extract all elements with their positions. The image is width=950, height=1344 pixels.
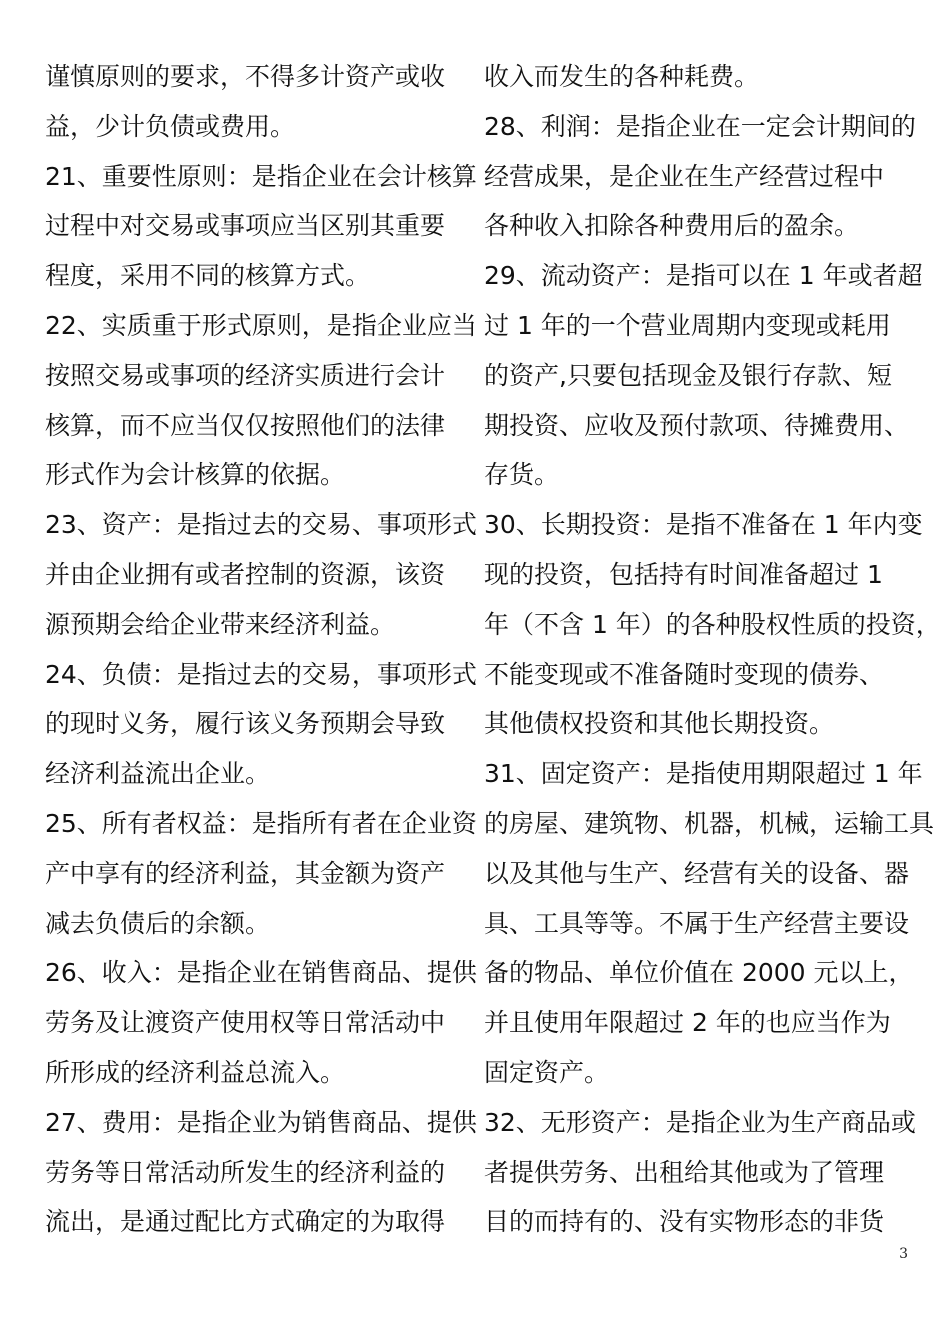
- text-line: 22、实质重于形式原则，是指企业应当: [45, 310, 477, 340]
- text-line: 29、流动资产：是指可以在 1 年或者超: [484, 261, 923, 291]
- text-line: 具、工具等等。不属于生产经营主要设: [484, 908, 910, 938]
- text-line: 劳务及让渡资产使用权等日常活动中: [45, 1008, 446, 1038]
- text-line: 26、收入：是指企业在销售商品、提供: [45, 958, 477, 988]
- page-number: 3: [899, 1246, 908, 1262]
- text-line: 目的而持有的、没有实物形态的非货: [484, 1207, 885, 1237]
- text-line: 并由企业拥有或者控制的资源，该资: [45, 559, 446, 589]
- text-line: 现的投资，包括持有时间准备超过 1: [484, 559, 883, 589]
- text-line: 的房屋、建筑物、机器，机械，运输工具: [484, 808, 935, 838]
- text-line: 过程中对交易或事项应当区别其重要: [45, 211, 446, 241]
- text-line: 30、长期投资：是指不准备在 1 年内变: [484, 510, 923, 540]
- text-line: 收入而发生的各种耗费。: [484, 62, 760, 91]
- text-line: 固定资产。: [484, 1057, 610, 1087]
- text-line: 核算，而不应当仅仅按照他们的法律: [45, 410, 446, 440]
- text-line: 的现时义务，履行该义务预期会导致: [45, 709, 446, 739]
- text-line: 源预期会给企业带来经济利益。: [45, 609, 396, 639]
- left-text-column: [45, 52, 477, 1247]
- text-line: 并且使用年限超过 2 年的也应当作为: [484, 1008, 891, 1038]
- text-line: 32、无形资产：是指企业为生产商品或: [484, 1107, 916, 1137]
- text-line: 25、所有者权益：是指所有者在企业资: [45, 808, 477, 838]
- text-line: 27、费用：是指企业为销售商品、提供: [45, 1107, 477, 1137]
- text-line: 劳务等日常活动所发生的经济利益的: [45, 1157, 446, 1187]
- text-line: 存货。: [484, 460, 560, 490]
- text-line: 不能变现或不准备随时变现的债券、: [484, 659, 885, 689]
- text-line: 流出，是通过配比方式确定的为取得: [45, 1207, 446, 1237]
- text-line: 24、负债：是指过去的交易，事项形式: [45, 659, 477, 689]
- text-line: 程度，采用不同的核算方式。: [45, 261, 371, 291]
- text-line: 31、固定资产：是指使用期限超过 1 年: [484, 759, 923, 789]
- text-line: 谨慎原则的要求，不得多计资产或收: [45, 62, 446, 91]
- right-text-column: [484, 52, 941, 1247]
- text-line: 过 1 年的一个营业周期内变现或耗用: [484, 310, 891, 340]
- text-line: 减去负债后的余额。: [45, 908, 271, 938]
- text-line: 其他债权投资和其他长期投资。: [484, 709, 835, 739]
- text-line: 21、重要性原则：是指企业在会计核算: [45, 161, 477, 191]
- text-line: 按照交易或事项的经济实质进行会计: [45, 360, 446, 390]
- text-line: 以及其他与生产、经营有关的设备、器: [484, 858, 910, 888]
- text-line: 经济利益流出企业。: [45, 759, 271, 789]
- text-line: 所形成的经济利益总流入。: [45, 1057, 346, 1087]
- text-line: 年（不含 1 年）的各种股权性质的投资，: [484, 609, 941, 639]
- text-line: 期投资、应收及预付款项、待摊费用、: [484, 410, 910, 440]
- text-line: 经营成果，是企业在生产经营过程中: [484, 161, 885, 191]
- text-line: 的资产,只要包括现金及银行存款、短: [484, 360, 892, 390]
- text-line: 23、资产：是指过去的交易、事项形式: [45, 510, 477, 540]
- text-line: 备的物品、单位价值在 2000 元以上，: [484, 958, 914, 988]
- text-line: 益，少计负债或费用。: [45, 111, 296, 141]
- text-line: 者提供劳务、出租给其他或为了管理: [484, 1157, 885, 1187]
- text-line: 形式作为会计核算的依据。: [45, 460, 346, 490]
- text-line: 28、利润：是指企业在一定会计期间的: [484, 111, 916, 141]
- text-line: 各种收入扣除各种费用后的盈余。: [484, 211, 860, 241]
- text-line: 产中享有的经济利益，其金额为资产: [45, 858, 446, 888]
